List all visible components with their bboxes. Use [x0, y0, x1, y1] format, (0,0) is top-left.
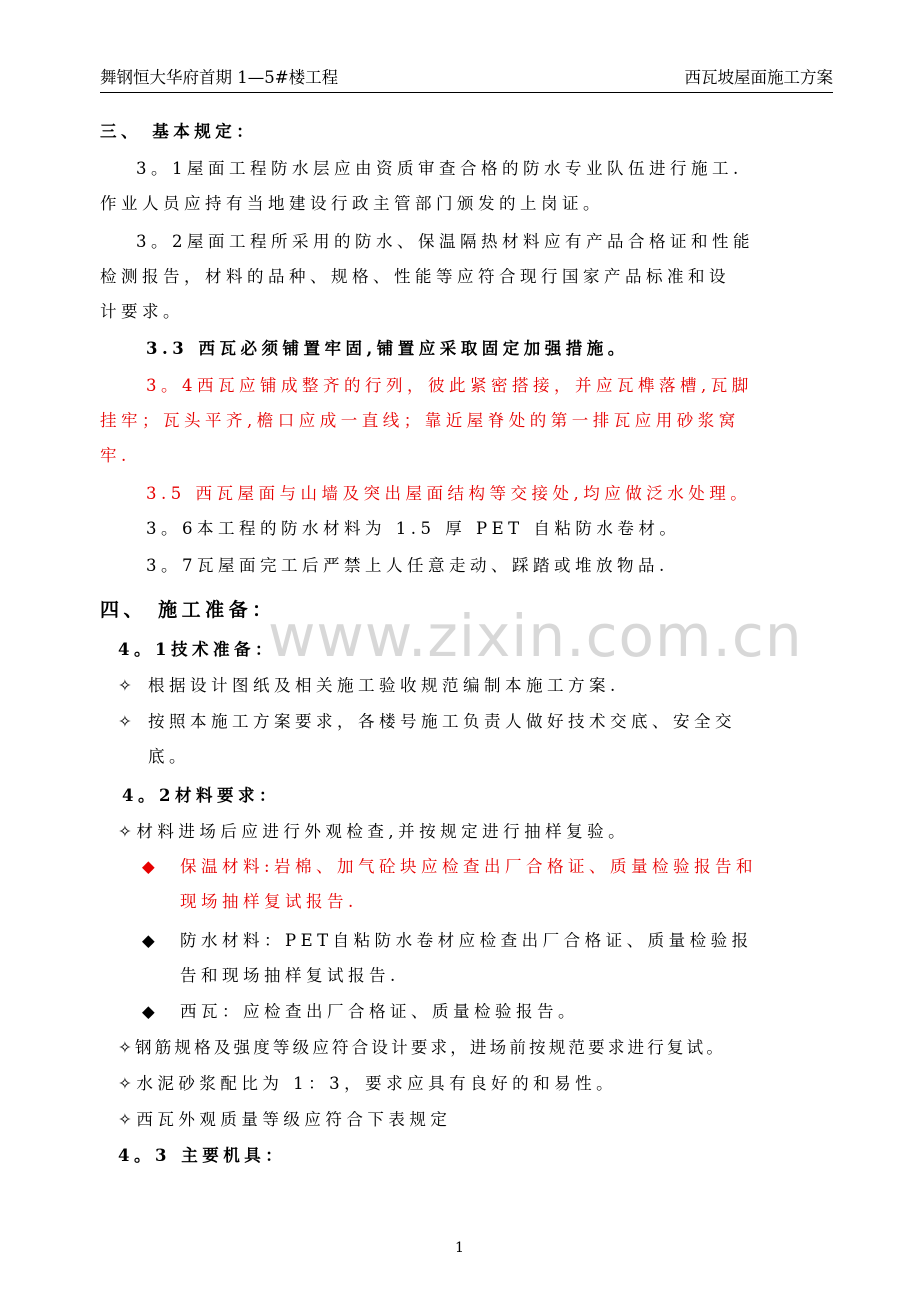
paragraph-line: 检测报告，材料的品种、规格、性能等应符合现行国家产品标准和设 [100, 267, 730, 286]
header-project-name: 舞钢恒大华府首期 1—5#楼工程 [100, 68, 339, 87]
diamond-solid-icon: ◆ [142, 931, 160, 950]
paragraph-line: 计要求。 [100, 302, 184, 321]
paragraph-line: 底。 [148, 747, 190, 766]
list-item-red: ◆ 保温材料:岩棉、加气砼块应检查出厂合格证、质量检验报告和 [142, 857, 758, 876]
paragraph-line: ✧钢筋规格及强度等级应符合设计要求，进场前按规范要求进行复试。 [118, 1038, 727, 1057]
subsection-heading: 4。3 主要机具： [118, 1146, 287, 1165]
header-doc-title: 西瓦坡屋面施工方案 [684, 68, 833, 87]
paragraph-line-red: 挂牢；瓦头平齐,檐口应成一直线；靠近屋脊处的第一排瓦应用砂浆窝 [100, 411, 740, 430]
paragraph-line-red: 3.5 西瓦屋面与山墙及突出屋面结构等交接处,均应做泛水处理。 [146, 484, 752, 503]
paragraph-line: ✧材料进场后应进行外观检查,并按规定进行抽样复验。 [118, 822, 630, 841]
watermark: www.zixin.com.cn [268, 602, 803, 670]
list-item: ◆ 防水材料：PET自粘防水卷材应检查出厂合格证、质量检验报 [142, 931, 753, 950]
paragraph-line-red: 牢. [100, 446, 131, 465]
paragraph-line-bold: 3.3 西瓦必须铺置牢固,铺置应采取固定加强措施。 [146, 339, 629, 358]
paragraph-line: 作业人员应持有当地建设行政主管部门颁发的上岗证。 [100, 194, 604, 213]
paragraph-line-red: 现场抽样复试报告. [180, 892, 358, 911]
page-number: 1 [455, 1240, 464, 1256]
paragraph-line: 3。7瓦屋面完工后严禁上人任意走动、踩踏或堆放物品. [146, 556, 669, 575]
diamond-outline-icon: ✧ [118, 712, 137, 731]
diamond-outline-icon: ✧ [118, 676, 137, 695]
diamond-solid-icon: ◆ [142, 1002, 160, 1021]
list-item: ◆ 西瓦：应检查出厂合格证、质量检验报告。 [142, 1002, 579, 1021]
subsection-heading: 4。2材料要求： [122, 786, 280, 805]
paragraph-line: 3。2屋面工程所采用的防水、保温隔热材料应有产品合格证和性能 [136, 232, 754, 251]
page-header [100, 64, 833, 93]
list-item: ✧ 根据设计图纸及相关施工验收规范编制本施工方案. [118, 676, 620, 695]
paragraph-line: 3。6本工程的防水材料为 1.5 厚 PET 自粘防水卷材。 [146, 519, 681, 538]
paragraph-line: ✧西瓦外观质量等级应符合下表规定 [118, 1110, 452, 1129]
diamond-solid-icon: ◆ [142, 857, 160, 876]
paragraph-line-red: 3。4西瓦应铺成整齐的行列，彼此紧密搭接，并应瓦榫落槽,瓦脚 [146, 376, 753, 395]
section-heading-3: 三、 基本规定： [100, 122, 258, 141]
section-heading-4: 四、 施工准备： [100, 599, 276, 621]
paragraph-line: ✧水泥砂浆配比为 1：3，要求应具有良好的和易性。 [118, 1074, 618, 1093]
subsection-heading: 4。1技术准备： [118, 640, 276, 659]
paragraph-line: 3。1屋面工程防水层应由资质审查合格的防水专业队伍进行施工. [136, 159, 743, 178]
list-item: ✧ 按照本施工方案要求，各楼号施工负责人做好技术交底、安全交 [118, 712, 736, 731]
paragraph-line: 告和现场抽样复试报告. [180, 966, 400, 985]
